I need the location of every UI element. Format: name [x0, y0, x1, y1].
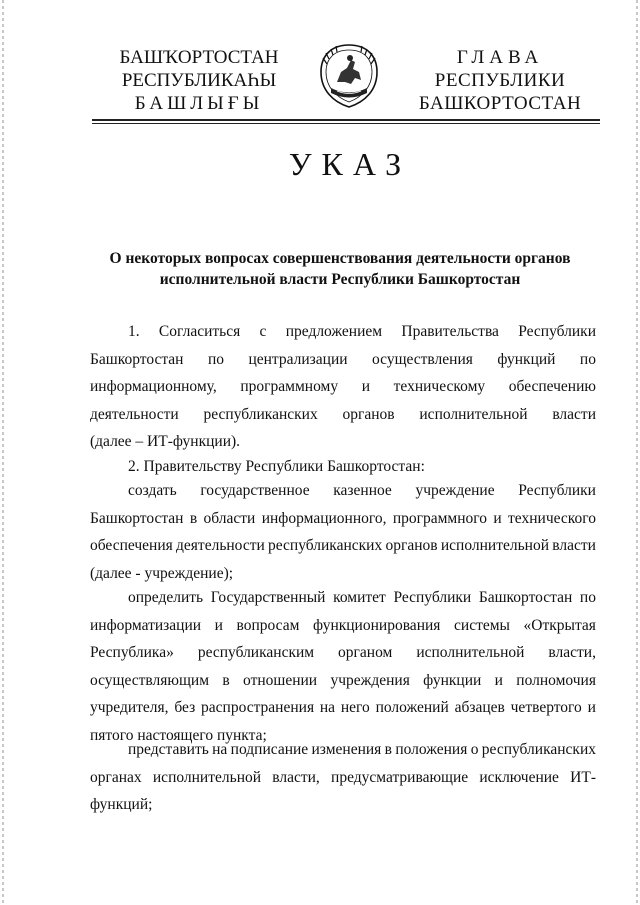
paragraph-3	[90, 477, 596, 587]
header-right-line: БАШКОРТОСТАН	[418, 93, 582, 114]
document-subject	[90, 248, 590, 290]
paragraph-line: пятого настоящего пункта;	[90, 726, 267, 744]
header-left-line: БАШЛЫҒЫ	[134, 93, 264, 114]
header-left-line: РЕСПУБЛИКАҺЫ	[121, 70, 277, 91]
paragraph-line: определить Государственный комитет Республики Башкортостан по	[128, 589, 596, 606]
scan-edge-right	[636, 0, 638, 905]
scan-edge-left	[2, 0, 4, 905]
paragraph-line: обеспечения деятельности республиканских органов исполнительной власти	[90, 537, 596, 554]
paragraph-line: создать государственное казенное учреждение Республики	[128, 482, 596, 499]
paragraph-line: органах исполнительной власти, предусматривающие исключение ИТ-	[90, 768, 596, 786]
paragraph-line: информационному, программному и техническому обеспечению	[90, 378, 596, 395]
paragraph-line: Башкортостан в области информационного, программного и технического	[90, 509, 596, 527]
paragraph-line: (далее – ИТ-функции).	[90, 433, 241, 450]
paragraph-line: информатизации и вопросам функционирования системы «Открытая	[90, 616, 596, 634]
paragraph-line: деятельности республиканских органов исполнительной власти	[90, 405, 596, 423]
header-russian	[405, 46, 595, 115]
paragraph-line: учредителя, без распространения на него положений абзацев четвертого и	[90, 699, 596, 716]
header-rule-thick	[92, 119, 600, 121]
header-left-line: БАШҠОРТОСТАН	[119, 47, 279, 68]
coat-of-arms-emblem	[317, 42, 381, 110]
document-title: УКАЗ	[288, 146, 412, 182]
header-right-line: РЕСПУБЛИКИ	[434, 70, 566, 91]
header-right-line: ГЛАВА	[456, 47, 544, 68]
paragraph-line: 1. Согласиться с предложением Правительства Республики	[128, 323, 596, 340]
paragraph-line: представить на подписание изменения в положения о республиканских	[128, 741, 596, 758]
paragraph-5	[90, 736, 596, 819]
paragraph-line: осуществляющим в отношении учреждения функции и полномочия	[90, 671, 596, 689]
subject-line: О некоторых вопросах совершенствования деятельности органов	[109, 250, 571, 267]
paragraph-line: Республика» республиканским органом исполнительной власти,	[90, 644, 596, 661]
paragraph-4	[90, 584, 596, 749]
paragraph-line: Башкортостан по централизации осуществления функций по	[90, 350, 596, 368]
paragraph-line: функций;	[90, 796, 153, 813]
paragraph-line: 2. Правительству Республики Башкортостан:	[128, 458, 425, 475]
paragraph-line: (далее - учреждение);	[90, 564, 234, 582]
paragraph-1	[90, 318, 596, 456]
header-rule-thin	[92, 123, 600, 124]
header-bashkir	[108, 46, 290, 115]
subject-line: исполнительной власти Республики Башкортостан	[159, 271, 521, 288]
